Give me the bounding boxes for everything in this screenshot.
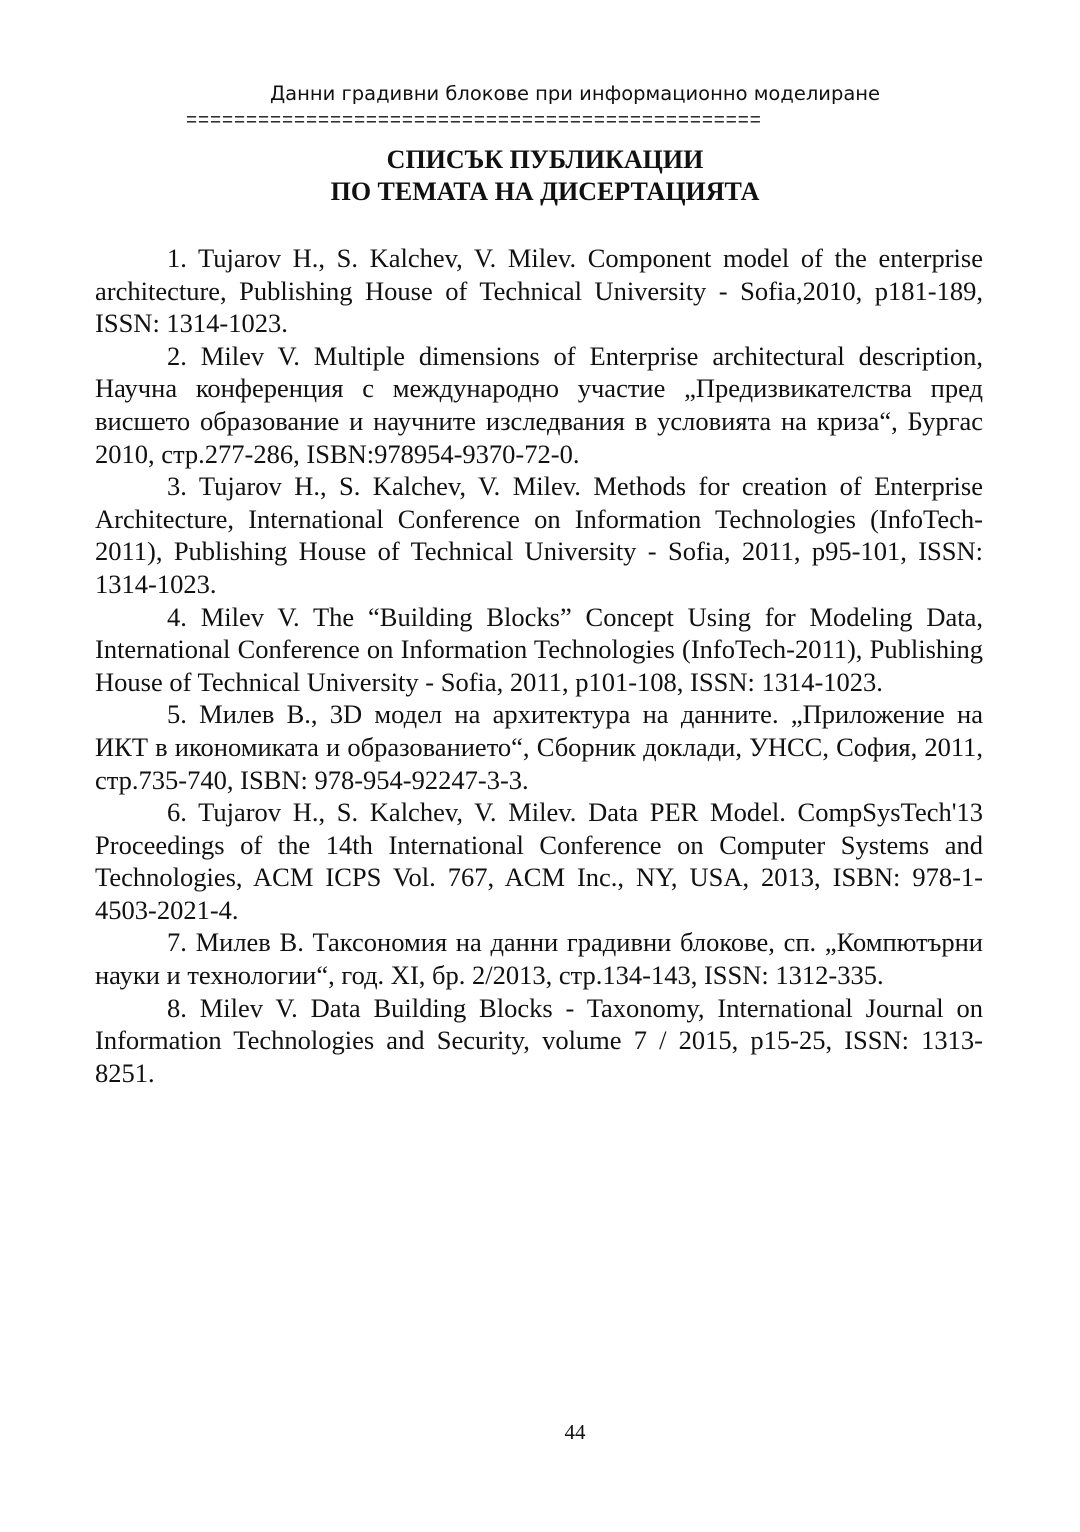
page-number: 44 (564, 1420, 586, 1444)
publication-number: 7. (167, 927, 187, 958)
publication-number: 5. (167, 699, 187, 730)
publication-item-7 (95, 926, 983, 991)
title-line-1: СПИСЪК ПУБЛИКАЦИИ (386, 145, 704, 174)
publication-number: 8. (167, 992, 187, 1023)
publication-text: Милев В. Таксономия на данни градивни блокове, сп. „Компютърни науки и технологии“, год. XI, бр. 2/2013, стр.134-143, ISSN: 1312-335. (95, 927, 983, 991)
publication-item-8 (95, 992, 983, 1090)
running-header: Данни градивни блокове при информационно моделиране (269, 82, 881, 105)
publication-text: Tujarov H., S. Kalchev, V. Milev. Data PER Model. CompSysTech'13 Proceedings of the 14th International Conference on Computer Systems and Technologies, ACM ICPS Vol. 767, ACM Inc., NY, USA, 2013, ISBN: 978-1-4503-2021-4. (95, 797, 983, 925)
publication-text: Milev V. Data Building Blocks - Taxonomy, International Journal on Information Technologies and Security, volume 7 / 2015, p15-25, ISSN: 1313-8251. (95, 992, 983, 1088)
title-line-2: ПО ТЕМАТА НА ДИСЕРТАЦИЯТА (330, 177, 760, 206)
publication-number: 1. (167, 243, 187, 273)
publication-item-2 (95, 340, 983, 470)
publication-item-5 (95, 698, 983, 796)
publication-list (95, 242, 983, 1089)
publication-item-3 (95, 470, 983, 600)
publication-number: 6. (167, 797, 187, 828)
publication-item-6 (95, 796, 983, 926)
header-rule: ================================================ (186, 111, 762, 131)
publication-item-1 (95, 242, 983, 340)
publication-text: Milev V. Multiple dimensions of Enterprise architectural description, Научна конференция с международно участие „Предизвикателства пред висшето образование и научните изследвания в условията на криза“, Бургас 2010, стр.277-286, ISBN:978954-9370-72-0. (95, 340, 983, 469)
publication-text: Милев В., 3D модел на архитектура на данните. „Приложение на ИКТ в икономиката и образованието“, Сборник доклади, УНСС, София, 2011, стр.735-740, ISBN: 978-954-92247-3-3. (95, 699, 983, 795)
publication-item-4 (95, 601, 983, 699)
page-title (95, 144, 995, 208)
publication-text: Milev V. The “Building Blocks” Concept Using for Modeling Data, International Conference on Information Technologies (InfoTech-2011), Publishing House of Technical University - Sofia, 2011, p101-108, ISSN: 1314-1023. (95, 601, 983, 697)
publication-number: 4. (167, 601, 187, 632)
publication-text: Tujarov H., S. Kalchev, V. Milev. Component model of the enterprise architecture, Publishing House of Technical University - Sofia,2010, p181-189, ISSN: 1314-1023. (95, 243, 983, 339)
publication-number: 3. (167, 471, 187, 502)
publication-number: 2. (167, 340, 187, 371)
publication-text: Tujarov H., S. Kalchev, V. Milev. Methods for creation of Enterprise Architecture, International Conference on Information Technologies (InfoTech-2011), Publishing House of Technical University - Sofia, 2011, p95-101, ISSN: 1314-1023. (95, 471, 983, 599)
